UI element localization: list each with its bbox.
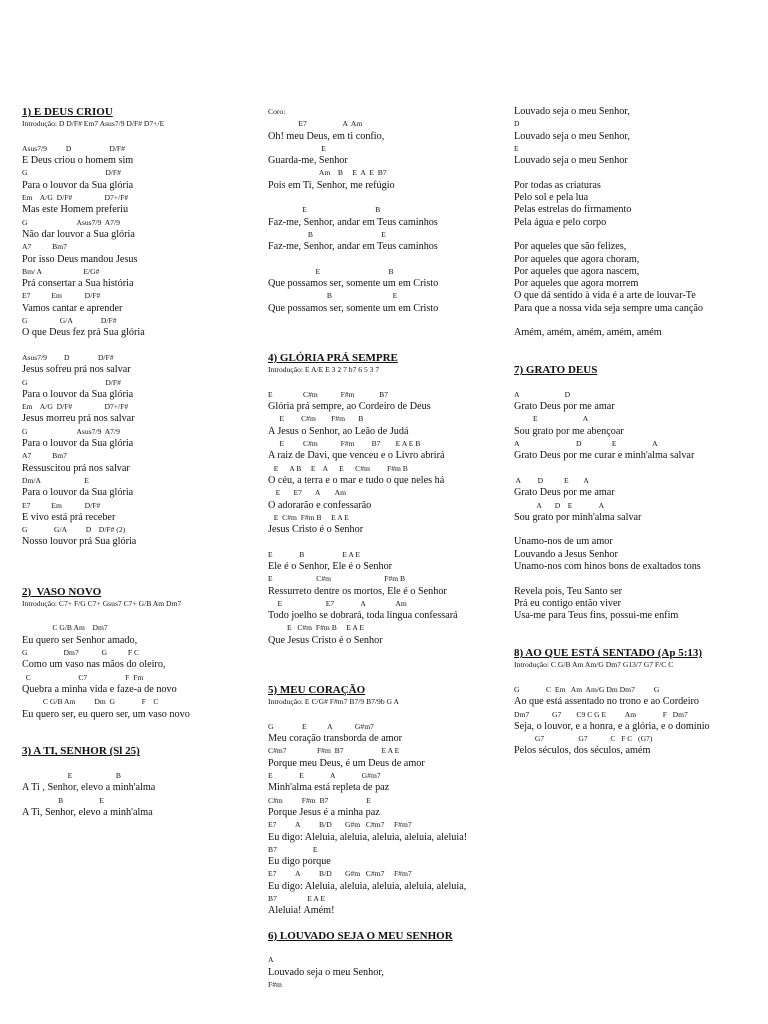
spacer: [268, 377, 508, 389]
lyric-line: Por aqueles que são felizes,: [514, 241, 627, 253]
spacer: [22, 733, 247, 745]
column-left: [22, 106, 247, 819]
lyric-line: Para que a nossa vida seja sempre uma canção: [514, 302, 703, 314]
spacer: [22, 573, 247, 585]
song-intro: Introdução: E A/E E 3 2 7 b7 6 5 3 7: [268, 365, 380, 375]
chord-line: Em A/G D/F# D7+/F#: [22, 193, 129, 203]
lyric-line: Louvado seja o meu Senhor: [514, 155, 628, 167]
lyric-line: Aleluia! Amém!: [268, 905, 335, 917]
spacer: [22, 549, 247, 561]
lyric-line: Prá eu contigo então viver: [514, 597, 621, 609]
spacer: [268, 192, 508, 204]
chord-line: G Asus7/9 A7/9: [22, 217, 120, 227]
chord-line: A: [268, 955, 274, 965]
lyric-line: Vamos cantar e aprender: [22, 302, 123, 314]
chord-line: Asus7/9 D D/F#: [22, 352, 114, 362]
song-title: 5) MEU CORAÇÃO: [268, 683, 366, 696]
chord-line: A D E A: [514, 475, 589, 485]
chord-line: Asus7/9 D D/F#: [22, 143, 125, 153]
lyric-line: Revela pois, Teu Santo ser: [514, 585, 623, 597]
spacer: [268, 315, 508, 327]
lyric-line: Oh! meu Deus, em ti confio,: [268, 130, 385, 142]
chord-line: E C#m F#m B: [268, 414, 364, 424]
chord-line: Em A/G D/F# D7+/F#: [22, 402, 129, 412]
spacer: [22, 131, 247, 143]
spacer: [514, 463, 768, 475]
spacer: [22, 340, 247, 352]
chord-line: E E7 A Am: [268, 598, 407, 608]
chord-line: G E A G#m7: [268, 721, 374, 731]
chord-line: E7 A B/D G#m C#m7 F#m7: [268, 820, 412, 830]
section-label: Coro:: [268, 107, 286, 116]
chord-line: Am B E A E B7: [268, 168, 387, 178]
chord-line: B E: [268, 229, 386, 239]
spacer: [514, 352, 768, 364]
chord-line: G Asus7/9 A7/9: [22, 426, 120, 436]
spacer: [514, 340, 768, 352]
chord-line: E C#m F#m B E A E: [268, 512, 349, 522]
lyric-line: Nosso louvor prá Sua glória: [22, 536, 137, 548]
spacer: [268, 647, 508, 659]
song-title: 7) GRATO DEUS: [514, 364, 598, 377]
lyric-line: Louvado seja o meu Senhor,: [514, 106, 630, 117]
chord-line: E E7 A Am: [268, 488, 347, 498]
chord-line: A D: [514, 389, 571, 399]
spacer: [268, 659, 508, 671]
chord-line: D: [514, 119, 520, 129]
lyric-line: Por todas as criaturas: [514, 179, 601, 191]
lyric-line: Quebra a minha vida e faze-a de novo: [22, 683, 177, 695]
chord-line: E A B E A E C#m F#m B: [268, 463, 408, 473]
chord-line: E7 Em D/F#: [22, 291, 101, 301]
lyric-line: Pela água e pelo corpo: [514, 216, 607, 228]
lyric-line: O adorarão e confessarão: [268, 499, 372, 511]
chord-line: Dm/A E: [22, 475, 89, 485]
lyric-line: Usa-me para Teus fins, possui-me enfim: [514, 610, 679, 622]
lyric-line: Louvando a Jesus Senhor: [514, 548, 618, 560]
lyric-line: Eu digo: Aleluia, aleluia, aleluia, aleluia, aleluia!: [268, 831, 468, 843]
spacer: [514, 377, 768, 389]
chord-line: E7 Em D/F#: [22, 500, 101, 510]
lyric-line: Pelas estrelas do firmamento: [514, 204, 632, 216]
lyric-line: Grato Deus por me curar e minh'alma salvar: [514, 450, 695, 462]
chord-line: G7 G7 C F C (G7): [514, 734, 653, 744]
lyric-line: Minh'alma está repleta de paz: [268, 782, 390, 794]
lyric-line: Por aqueles que agora choram,: [514, 253, 640, 265]
lyric-line: Seja, o louvor, e a honra, e a glória, e o domínio: [514, 720, 710, 732]
lyric-line: Ao que está assentado no trono e ao Cordeiro: [514, 696, 700, 708]
column-middle: [268, 106, 508, 991]
chord-line: C#m F#m B7 E: [268, 795, 371, 805]
chord-line: E C#m F#m B: [268, 574, 406, 584]
spacer: [268, 254, 508, 266]
lyric-line: Para o louvor da Sua glória: [22, 179, 134, 191]
lyric-line: Para o louvor da Sua glória: [22, 487, 134, 499]
lyric-line: Ressuscitou prá nos salvar: [22, 462, 130, 474]
chord-line: E C#m F#m B7: [268, 389, 389, 399]
chord-line: E C#m F#m B E A E: [268, 623, 364, 633]
lyric-line: Porque meu Deus, é um Deus de amor: [268, 757, 425, 769]
lyric-line: E vivo está prá receber: [22, 511, 116, 523]
lyric-line: Por aqueles que agora nascem,: [514, 265, 640, 277]
lyric-line: Eu quero ser Senhor amado,: [22, 634, 138, 646]
song-title: 3) A TI, SENHOR (Sl 25): [22, 745, 140, 758]
spacer: [514, 635, 768, 647]
chord-line: G C Em Am Am/G Dm Dm7 G: [514, 684, 660, 694]
lyric-line: Glória prá sempre, ao Cordeiro de Deus: [268, 401, 431, 413]
song-intro: Introdução: D D/F# Em7 Asus7/9 D/F# D7+/E: [22, 119, 165, 129]
lyric-line: Eu digo: Aleluia, aleluia, aleluia, aleluia, aleluia,: [268, 880, 467, 892]
lyric-line: Meu coração transborda de amor: [268, 733, 403, 745]
chord-line: Dm7 G7 C9 C G E Am F Dm7: [514, 709, 688, 719]
lyric-line: Por aqueles que agora morrem: [514, 278, 639, 290]
spacer: [514, 524, 768, 536]
spacer: [22, 758, 247, 770]
spacer: [22, 610, 247, 622]
song-title: 4) GLÓRIA PRÁ SEMPRE: [268, 351, 398, 364]
spacer: [514, 229, 768, 241]
lyric-line: Que Jesus Cristo é o Senhor: [268, 634, 383, 646]
chord-line: C C7 F Fm: [22, 672, 144, 682]
chord-line: E: [268, 143, 326, 153]
lyric-line: Jesus sofreu prá nos salvar: [22, 364, 131, 376]
chord-line: A7 Bm7: [22, 451, 67, 461]
lyric-line: Para o louvor da Sua glória: [22, 388, 134, 400]
lyric-line: Amém, amém, amém, amém, amém: [514, 327, 662, 339]
spacer: [22, 721, 247, 733]
spacer: [514, 167, 768, 179]
lyric-line: O céu, a terra e o mar e tudo o que neles há: [268, 474, 445, 486]
lyric-line: Ele é o Senhor, Ele é o Senhor: [268, 560, 393, 572]
lyric-line: Não dar louvor a Sua glória: [22, 228, 135, 240]
lyric-line: Como um vaso nas mãos do oleiro,: [22, 659, 166, 671]
chord-line: E: [514, 143, 519, 153]
chord-line: C#m7 F#m B7 E A E: [268, 746, 400, 756]
lyric-line: A Ti , Senhor, elevo a minh'alma: [22, 782, 156, 794]
chord-line: F#m: [268, 980, 282, 990]
lyric-line: Prá consertar a Sua história: [22, 278, 134, 290]
lyric-line: Pelo sol e pela lua: [514, 192, 589, 204]
lyric-line: Louvado seja o meu Senhor,: [514, 130, 630, 142]
spacer: [268, 536, 508, 548]
spacer: [268, 672, 508, 684]
song-intro: Introdução: C G/B Am Am/G Dm7 G13/7 G7 F/C C: [514, 660, 674, 670]
spacer: [268, 942, 508, 954]
lyric-line: Faz-me, Senhor, andar em Teus caminhos: [268, 216, 438, 228]
lyric-line: A raiz de Davi, que venceu e o Livro abrirá: [268, 450, 445, 462]
song-intro: Introdução: E C/G# F#m7 B7/9 B7/9b G A: [268, 697, 399, 707]
lyric-line: Faz-me, Senhor, andar em Teus caminhos: [268, 241, 438, 253]
chord-line: E B: [268, 266, 394, 276]
lyric-line: Ressurreto dentre os mortos, Ele é o Senhor: [268, 585, 447, 597]
song-intro: Introdução: C7+ F/G C7+ Gsus7 C7+ G/B Am Dm7: [22, 598, 182, 608]
lyric-line: Pois em Ti, Senhor, me refúgio: [268, 179, 395, 191]
chord-line: E C#m F#m B7 E A E B: [268, 439, 421, 449]
chord-line: G Dm7 G F C: [22, 648, 140, 658]
lyric-line: Que possamos ser, somente um em Cristo: [268, 302, 439, 314]
lyric-line: Eu quero ser, eu quero ser, um vaso novo: [22, 708, 190, 720]
chord-line: B7 E A E: [268, 894, 325, 903]
lyric-line: Para o louvor da Sua glória: [22, 438, 134, 450]
spacer: [268, 327, 508, 339]
chord-line: A D E A: [514, 500, 605, 510]
chord-line: E B E A E: [268, 549, 360, 559]
chord-line: B E: [22, 795, 104, 805]
lyric-line: A Jesus o Senhor, ao Leão de Judá: [268, 425, 409, 437]
lyric-line: Mas este Homem preferiu: [22, 204, 129, 216]
song-title: 2) VASO NOVO: [22, 585, 102, 598]
song-title: 1) E DEUS CRIOU: [22, 106, 113, 118]
lyric-line: Grato Deus por me amar: [514, 401, 615, 413]
lyric-line: Unamo-nos com hinos bons de exaltados tons: [514, 560, 701, 572]
lyric-line: O que dá sentido à vida é a arte de louvar-Te: [514, 290, 696, 302]
spacer: [22, 561, 247, 573]
chord-line: G D/F#: [22, 168, 121, 178]
song-title: 6) LOUVADO SEJA O MEU SENHOR: [268, 929, 453, 942]
spacer: [514, 573, 768, 585]
lyric-line: Por isso Deus mandou Jesus: [22, 253, 138, 265]
chord-line: C G/B Am Dm G F C: [22, 697, 159, 707]
spacer: [268, 340, 508, 352]
song-title: 8) AO QUE ESTÁ SENTADO (Ap 5:13): [514, 647, 703, 660]
lyric-line: Porque Jesus é a minha paz: [268, 806, 380, 818]
lyric-line: Que possamos ser, somente um em Cristo: [268, 278, 439, 290]
spacer: [514, 315, 768, 327]
lyric-line: Jesus Cristo é o Senhor: [268, 524, 364, 536]
lyric-line: Jesus morreu prá nos salvar: [22, 413, 135, 425]
lyric-line: Louvado seja o meu Senhor,: [268, 966, 384, 978]
chord-line: E A: [514, 414, 589, 424]
chord-line: G G/A D D/F# (2): [22, 525, 126, 535]
spacer: [268, 918, 508, 930]
column-right: [514, 106, 768, 758]
lyric-line: Pelos séculos, dos séculos, amém: [514, 745, 651, 757]
chord-line: A D E A: [514, 439, 658, 449]
chord-line: B7 E: [268, 844, 318, 854]
lyric-line: Todo joelho se dobrará, toda língua confessará: [268, 610, 458, 622]
chord-line: B E: [268, 291, 398, 301]
lyric-line: Guarda-me, Senhor: [268, 155, 348, 167]
chord-line: G G/A D/F#: [22, 316, 117, 326]
chord-line: Bm/ A E/G#: [22, 266, 100, 276]
spacer: [514, 622, 768, 634]
lyric-line: A Ti, Senhor, elevo a minh'alma: [22, 806, 153, 818]
chord-line: E B: [268, 205, 381, 215]
chord-line: G D/F#: [22, 377, 121, 387]
lyric-line: Eu digo porque: [268, 856, 331, 868]
chord-line: E E A G#m7: [268, 771, 381, 781]
chord-line: A7 Bm7: [22, 242, 67, 252]
chord-line: E7 A Am: [268, 119, 363, 129]
lyric-line: Unamo-nos de um amor: [514, 536, 613, 548]
chord-line: E7 A B/D G#m C#m7 F#m7: [268, 869, 412, 879]
lyric-line: Sou grato por me abençoar: [514, 425, 624, 437]
lyric-line: Sou grato por minh'alma salvar: [514, 511, 642, 523]
lyric-line: O que Deus fez prá Sua glória: [22, 327, 145, 339]
lyric-line: E Deus criou o homem sim: [22, 155, 134, 167]
chord-line: C G/B Am Dm7: [22, 623, 108, 633]
spacer: [268, 709, 508, 721]
spacer: [514, 672, 768, 684]
lyric-line: Grato Deus por me amar: [514, 487, 615, 499]
chord-line: E B: [22, 771, 121, 781]
